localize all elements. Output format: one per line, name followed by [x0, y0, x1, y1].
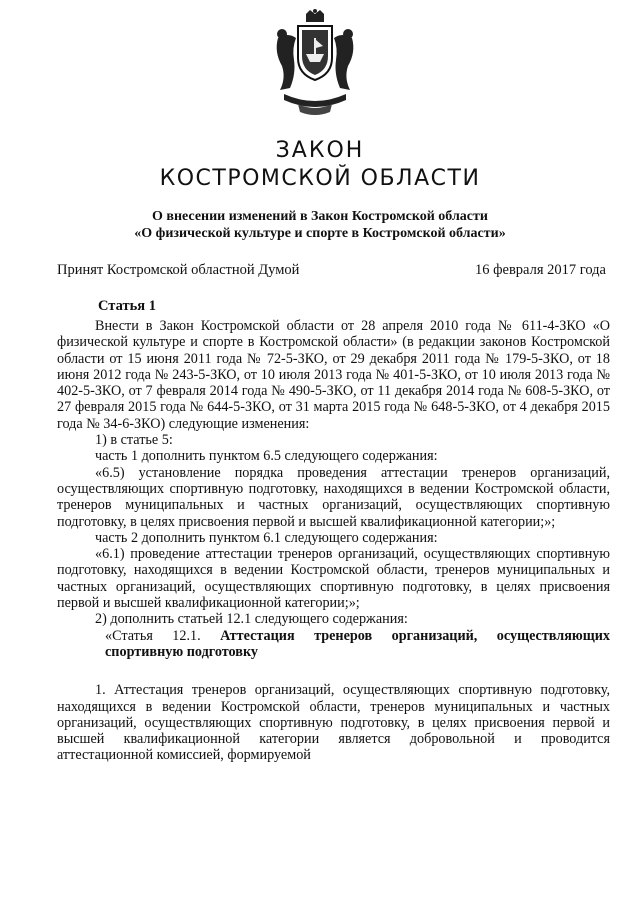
item-1: 1) в статье 5: [95, 432, 173, 449]
coat-of-arms-icon [268, 8, 362, 120]
article-12-1-heading [57, 628, 610, 661]
article-12-1-paragraph-1: 1. Аттестация тренеров организаций, осуществляющих спортивную подготовку, находящихся в ведении Костромской области, тренеров муниципальных и частных организаций, осуществляющих спортивную подготовку, в целях присвоения первой и высшей квалификационной категории является добровольной и проводится аттестационной комиссией, формируемой [57, 682, 610, 764]
subtitle-line-1: О внесении изменений в Закон Костромской области [152, 209, 488, 224]
article-body [57, 318, 610, 764]
item-1-quote-1: «6.5) установление порядка проведения аттестации тренеров организаций, осуществляющих спортивную подготовку, находящихся в ведении Костромской области, тренеров муниципальных и частных организаций, осуществляющих спортивную подготовку, в целях присвоения первой и высшей квалификационной категории;»; [57, 464, 610, 530]
subtitle-line-2: «О физической культуре и спорте в Костромской области» [134, 226, 506, 241]
adopted-by: Принят Костромской областной Думой [57, 262, 300, 278]
article-paragraph-1: Внести в Закон Костромской области от 28 апреля 2010 года № 611-4-ЗКО «О физической культуре и спорте в Костромской области» (в редакции законов Костромской области от 15 июня 2011 года № 72-5-ЗКО, от 29 декабря 2011 года № 179-5-ЗКО, от 18 июня 2012 года № 243-5-ЗКО, от 10 июля 2013 года № 401-5-ЗКО, от 10 июля 2013 года № 402-5-ЗКО, от 7 февраля 2014 года № 490-5-ЗКО, от 11 декабря 2014 года № 608-5-ЗКО, от 27 февраля 2015 года № 644-5-ЗКО, от 31 марта 2015 года № 648-5-ЗКО, от 4 декабря 2015 года № 34-6-ЗКО) следующие изменения: [57, 318, 610, 432]
adopted-date: 16 февраля 2017 года [474, 262, 606, 278]
law-title: ЗАКОН [275, 138, 365, 163]
item-1-part-2: часть 2 дополнить пунктом 6.1 следующего содержания: [95, 529, 438, 546]
region-title: КОСТРОМСКОЙ ОБЛАСТИ [159, 166, 481, 191]
spacer [57, 660, 610, 682]
item-2: 2) дополнить статьей 12.1 следующего содержания: [95, 611, 408, 628]
item-1-part-1: часть 1 дополнить пунктом 6.5 следующего содержания: [95, 448, 438, 465]
law-subtitle [0, 208, 640, 242]
adoption-line [57, 262, 606, 279]
article-heading: Статья 1 [98, 298, 156, 314]
item-1-quote-2: «6.1) проведение аттестации тренеров организаций, осуществляющих спортивную подготовку, находящихся в ведении Костромской области, тренеров муниципальных и частных организаций, осуществляющих спортивную подготовку, в целях присвоения первой и высшей квалификационной категории;»; [57, 546, 610, 612]
article-12-1-prefix: «Статья 12.1. [105, 627, 201, 644]
article-12-1-title: Аттестация тренеров организаций, осуществляющих спортивную подготовку [105, 627, 611, 660]
